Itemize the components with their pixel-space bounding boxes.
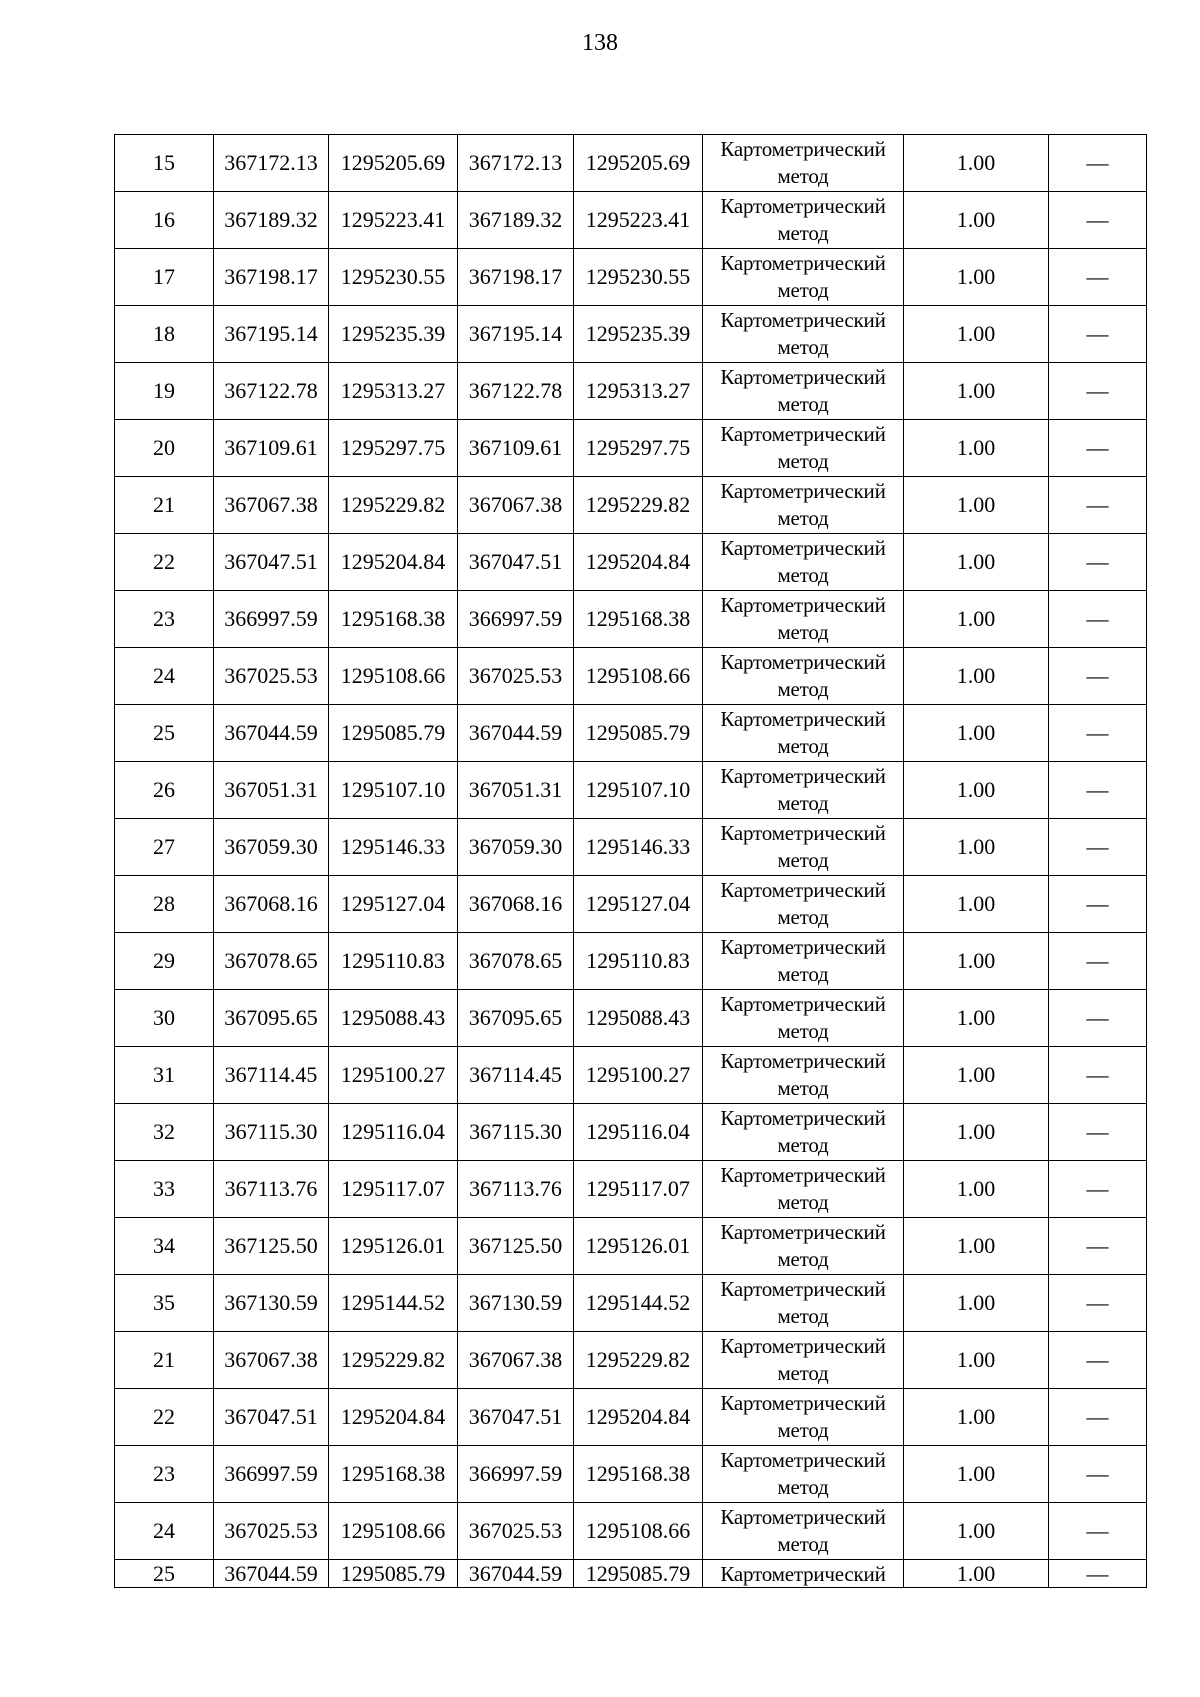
point-number-cell: 20 <box>115 420 214 477</box>
note-cell: — <box>1049 1332 1147 1389</box>
table-row <box>115 1560 1147 1588</box>
point-number-cell: 26 <box>115 762 214 819</box>
method-cell: Картометрический метод <box>703 819 904 876</box>
method-cell: Картометрический метод <box>703 249 904 306</box>
x-new-cell: 367113.76 <box>458 1161 574 1218</box>
method-cell: Картометрический метод <box>703 135 904 192</box>
x-new-cell: 367044.59 <box>458 1560 574 1588</box>
method-cell: Картометрический метод <box>703 1047 904 1104</box>
point-number-cell: 18 <box>115 306 214 363</box>
x-existing-cell: 367047.51 <box>214 1389 329 1446</box>
x-new-cell: 367047.51 <box>458 534 574 591</box>
point-number-cell: 33 <box>115 1161 214 1218</box>
note-cell: — <box>1049 135 1147 192</box>
point-number-cell: 17 <box>115 249 214 306</box>
note-cell: — <box>1049 705 1147 762</box>
table-row <box>115 420 1147 477</box>
note-cell: — <box>1049 591 1147 648</box>
method-cell: Картометрический метод <box>703 1332 904 1389</box>
table-row <box>115 135 1147 192</box>
table-row <box>115 705 1147 762</box>
y-new-cell: 1295107.10 <box>574 762 703 819</box>
note-cell: — <box>1049 648 1147 705</box>
table-row <box>115 990 1147 1047</box>
method-cell: Картометрический метод <box>703 1218 904 1275</box>
precision-cell: 1.00 <box>904 819 1049 876</box>
y-new-cell: 1295127.04 <box>574 876 703 933</box>
note-cell: — <box>1049 819 1147 876</box>
y-new-cell: 1295110.83 <box>574 933 703 990</box>
table-row <box>115 591 1147 648</box>
note-cell: — <box>1049 1389 1147 1446</box>
x-new-cell: 367189.32 <box>458 192 574 249</box>
point-number-cell: 25 <box>115 705 214 762</box>
point-number-cell: 25 <box>115 1560 214 1588</box>
y-new-cell: 1295229.82 <box>574 477 703 534</box>
method-cell: Картометрический метод <box>703 876 904 933</box>
table-row <box>115 1047 1147 1104</box>
table-row <box>115 477 1147 534</box>
y-existing-cell: 1295085.79 <box>329 705 458 762</box>
x-new-cell: 367130.59 <box>458 1275 574 1332</box>
y-new-cell: 1295108.66 <box>574 1503 703 1560</box>
y-existing-cell: 1295107.10 <box>329 762 458 819</box>
x-new-cell: 367044.59 <box>458 705 574 762</box>
y-new-cell: 1295229.82 <box>574 1332 703 1389</box>
x-new-cell: 367198.17 <box>458 249 574 306</box>
method-cell: Картометрический метод <box>703 306 904 363</box>
precision-cell: 1.00 <box>904 591 1049 648</box>
point-number-cell: 23 <box>115 1446 214 1503</box>
table-row <box>115 249 1147 306</box>
x-existing-cell: 367115.30 <box>214 1104 329 1161</box>
y-existing-cell: 1295230.55 <box>329 249 458 306</box>
x-new-cell: 367051.31 <box>458 762 574 819</box>
method-cell: Картометрический метод <box>703 477 904 534</box>
precision-cell: 1.00 <box>904 135 1049 192</box>
x-new-cell: 367047.51 <box>458 1389 574 1446</box>
note-cell: — <box>1049 1446 1147 1503</box>
x-existing-cell: 367044.59 <box>214 1560 329 1588</box>
x-new-cell: 367025.53 <box>458 648 574 705</box>
precision-cell: 1.00 <box>904 1047 1049 1104</box>
x-new-cell: 367068.16 <box>458 876 574 933</box>
y-new-cell: 1295126.01 <box>574 1218 703 1275</box>
note-cell: — <box>1049 1560 1147 1588</box>
y-new-cell: 1295223.41 <box>574 192 703 249</box>
x-existing-cell: 367044.59 <box>214 705 329 762</box>
table-row <box>115 819 1147 876</box>
x-new-cell: 367067.38 <box>458 477 574 534</box>
x-existing-cell: 367067.38 <box>214 477 329 534</box>
method-cell: Картометрический метод <box>703 705 904 762</box>
method-cell: Картометрический метод <box>703 1275 904 1332</box>
y-new-cell: 1295297.75 <box>574 420 703 477</box>
y-existing-cell: 1295229.82 <box>329 477 458 534</box>
table-row <box>115 1389 1147 1446</box>
precision-cell: 1.00 <box>904 1332 1049 1389</box>
table-row <box>115 1218 1147 1275</box>
x-new-cell: 367114.45 <box>458 1047 574 1104</box>
precision-cell: 1.00 <box>904 990 1049 1047</box>
precision-cell: 1.00 <box>904 1503 1049 1560</box>
x-existing-cell: 367122.78 <box>214 363 329 420</box>
x-existing-cell: 367051.31 <box>214 762 329 819</box>
y-existing-cell: 1295229.82 <box>329 1332 458 1389</box>
x-existing-cell: 367198.17 <box>214 249 329 306</box>
precision-cell: 1.00 <box>904 648 1049 705</box>
x-new-cell: 366997.59 <box>458 591 574 648</box>
table-row <box>115 933 1147 990</box>
precision-cell: 1.00 <box>904 363 1049 420</box>
method-cell: Картометрический метод <box>703 420 904 477</box>
y-existing-cell: 1295313.27 <box>329 363 458 420</box>
x-new-cell: 367115.30 <box>458 1104 574 1161</box>
point-number-cell: 22 <box>115 534 214 591</box>
x-existing-cell: 367078.65 <box>214 933 329 990</box>
x-existing-cell: 367067.38 <box>214 1332 329 1389</box>
table-row <box>115 363 1147 420</box>
y-existing-cell: 1295108.66 <box>329 1503 458 1560</box>
x-existing-cell: 366997.59 <box>214 591 329 648</box>
y-existing-cell: 1295116.04 <box>329 1104 458 1161</box>
y-new-cell: 1295235.39 <box>574 306 703 363</box>
x-existing-cell: 367113.76 <box>214 1161 329 1218</box>
method-cell: Картометрический метод <box>703 1389 904 1446</box>
y-new-cell: 1295168.38 <box>574 591 703 648</box>
precision-cell: 1.00 <box>904 1560 1049 1588</box>
method-cell: Картометрический метод <box>703 1503 904 1560</box>
point-number-cell: 16 <box>115 192 214 249</box>
method-cell: Картометрический метод <box>703 648 904 705</box>
y-existing-cell: 1295108.66 <box>329 648 458 705</box>
precision-cell: 1.00 <box>904 1275 1049 1332</box>
table-row <box>115 1161 1147 1218</box>
table-row <box>115 192 1147 249</box>
table-row <box>115 1275 1147 1332</box>
point-number-cell: 27 <box>115 819 214 876</box>
x-existing-cell: 367195.14 <box>214 306 329 363</box>
y-new-cell: 1295085.79 <box>574 1560 703 1588</box>
point-number-cell: 24 <box>115 1503 214 1560</box>
method-cell: Картометрический <box>703 1560 904 1588</box>
y-new-cell: 1295204.84 <box>574 1389 703 1446</box>
table-row <box>115 762 1147 819</box>
y-existing-cell: 1295100.27 <box>329 1047 458 1104</box>
precision-cell: 1.00 <box>904 534 1049 591</box>
method-cell: Картометрический метод <box>703 933 904 990</box>
y-new-cell: 1295204.84 <box>574 534 703 591</box>
precision-cell: 1.00 <box>904 249 1049 306</box>
x-new-cell: 367078.65 <box>458 933 574 990</box>
page-number: 138 <box>582 30 618 56</box>
point-number-cell: 23 <box>115 591 214 648</box>
x-new-cell: 367095.65 <box>458 990 574 1047</box>
precision-cell: 1.00 <box>904 1446 1049 1503</box>
y-new-cell: 1295088.43 <box>574 990 703 1047</box>
x-new-cell: 367025.53 <box>458 1503 574 1560</box>
precision-cell: 1.00 <box>904 420 1049 477</box>
method-cell: Картометрический метод <box>703 363 904 420</box>
precision-cell: 1.00 <box>904 1104 1049 1161</box>
y-new-cell: 1295205.69 <box>574 135 703 192</box>
y-existing-cell: 1295204.84 <box>329 534 458 591</box>
point-number-cell: 15 <box>115 135 214 192</box>
table-row <box>115 1503 1147 1560</box>
x-existing-cell: 367109.61 <box>214 420 329 477</box>
x-existing-cell: 367172.13 <box>214 135 329 192</box>
method-cell: Картометрический метод <box>703 990 904 1047</box>
x-existing-cell: 367130.59 <box>214 1275 329 1332</box>
table-row <box>115 1332 1147 1389</box>
note-cell: — <box>1049 306 1147 363</box>
x-new-cell: 367172.13 <box>458 135 574 192</box>
x-new-cell: 367125.50 <box>458 1218 574 1275</box>
x-existing-cell: 367114.45 <box>214 1047 329 1104</box>
precision-cell: 1.00 <box>904 477 1049 534</box>
point-number-cell: 21 <box>115 477 214 534</box>
coordinates-table <box>114 134 1147 1588</box>
note-cell: — <box>1049 477 1147 534</box>
note-cell: — <box>1049 933 1147 990</box>
point-number-cell: 35 <box>115 1275 214 1332</box>
x-existing-cell: 367095.65 <box>214 990 329 1047</box>
table-row <box>115 876 1147 933</box>
x-new-cell: 366997.59 <box>458 1446 574 1503</box>
table-body <box>115 135 1147 1588</box>
precision-cell: 1.00 <box>904 876 1049 933</box>
y-existing-cell: 1295085.79 <box>329 1560 458 1588</box>
note-cell: — <box>1049 420 1147 477</box>
x-new-cell: 367109.61 <box>458 420 574 477</box>
y-new-cell: 1295100.27 <box>574 1047 703 1104</box>
precision-cell: 1.00 <box>904 705 1049 762</box>
y-existing-cell: 1295117.07 <box>329 1161 458 1218</box>
note-cell: — <box>1049 534 1147 591</box>
y-existing-cell: 1295297.75 <box>329 420 458 477</box>
note-cell: — <box>1049 249 1147 306</box>
note-cell: — <box>1049 1218 1147 1275</box>
precision-cell: 1.00 <box>904 1389 1049 1446</box>
note-cell: — <box>1049 192 1147 249</box>
method-cell: Картометрический метод <box>703 1104 904 1161</box>
point-number-cell: 34 <box>115 1218 214 1275</box>
method-cell: Картометрический метод <box>703 1161 904 1218</box>
note-cell: — <box>1049 1275 1147 1332</box>
precision-cell: 1.00 <box>904 306 1049 363</box>
note-cell: — <box>1049 1161 1147 1218</box>
point-number-cell: 31 <box>115 1047 214 1104</box>
note-cell: — <box>1049 1104 1147 1161</box>
x-existing-cell: 367068.16 <box>214 876 329 933</box>
x-new-cell: 367067.38 <box>458 1332 574 1389</box>
y-existing-cell: 1295168.38 <box>329 591 458 648</box>
note-cell: — <box>1049 762 1147 819</box>
y-existing-cell: 1295223.41 <box>329 192 458 249</box>
method-cell: Картометрический метод <box>703 1446 904 1503</box>
y-new-cell: 1295108.66 <box>574 648 703 705</box>
point-number-cell: 32 <box>115 1104 214 1161</box>
method-cell: Картометрический метод <box>703 591 904 648</box>
y-existing-cell: 1295235.39 <box>329 306 458 363</box>
x-existing-cell: 366997.59 <box>214 1446 329 1503</box>
x-new-cell: 367122.78 <box>458 363 574 420</box>
y-existing-cell: 1295126.01 <box>329 1218 458 1275</box>
precision-cell: 1.00 <box>904 762 1049 819</box>
y-existing-cell: 1295204.84 <box>329 1389 458 1446</box>
x-existing-cell: 367125.50 <box>214 1218 329 1275</box>
y-new-cell: 1295146.33 <box>574 819 703 876</box>
method-cell: Картометрический метод <box>703 762 904 819</box>
x-existing-cell: 367189.32 <box>214 192 329 249</box>
y-new-cell: 1295313.27 <box>574 363 703 420</box>
x-existing-cell: 367025.53 <box>214 1503 329 1560</box>
precision-cell: 1.00 <box>904 1161 1049 1218</box>
point-number-cell: 28 <box>115 876 214 933</box>
x-existing-cell: 367025.53 <box>214 648 329 705</box>
y-new-cell: 1295117.07 <box>574 1161 703 1218</box>
note-cell: — <box>1049 876 1147 933</box>
precision-cell: 1.00 <box>904 1218 1049 1275</box>
note-cell: — <box>1049 990 1147 1047</box>
method-cell: Картометрический метод <box>703 534 904 591</box>
precision-cell: 1.00 <box>904 192 1049 249</box>
y-existing-cell: 1295127.04 <box>329 876 458 933</box>
x-existing-cell: 367059.30 <box>214 819 329 876</box>
point-number-cell: 22 <box>115 1389 214 1446</box>
y-existing-cell: 1295144.52 <box>329 1275 458 1332</box>
note-cell: — <box>1049 363 1147 420</box>
y-existing-cell: 1295146.33 <box>329 819 458 876</box>
method-cell: Картометрический метод <box>703 192 904 249</box>
y-new-cell: 1295085.79 <box>574 705 703 762</box>
table-row <box>115 1104 1147 1161</box>
y-new-cell: 1295168.38 <box>574 1446 703 1503</box>
point-number-cell: 19 <box>115 363 214 420</box>
table-row <box>115 306 1147 363</box>
point-number-cell: 29 <box>115 933 214 990</box>
x-new-cell: 367059.30 <box>458 819 574 876</box>
y-existing-cell: 1295110.83 <box>329 933 458 990</box>
x-new-cell: 367195.14 <box>458 306 574 363</box>
y-existing-cell: 1295088.43 <box>329 990 458 1047</box>
point-number-cell: 30 <box>115 990 214 1047</box>
point-number-cell: 24 <box>115 648 214 705</box>
note-cell: — <box>1049 1503 1147 1560</box>
y-new-cell: 1295144.52 <box>574 1275 703 1332</box>
x-existing-cell: 367047.51 <box>214 534 329 591</box>
point-number-cell: 21 <box>115 1332 214 1389</box>
y-new-cell: 1295230.55 <box>574 249 703 306</box>
table-row <box>115 648 1147 705</box>
note-cell: — <box>1049 1047 1147 1104</box>
y-existing-cell: 1295168.38 <box>329 1446 458 1503</box>
table-row <box>115 534 1147 591</box>
y-existing-cell: 1295205.69 <box>329 135 458 192</box>
table-row <box>115 1446 1147 1503</box>
y-new-cell: 1295116.04 <box>574 1104 703 1161</box>
precision-cell: 1.00 <box>904 933 1049 990</box>
